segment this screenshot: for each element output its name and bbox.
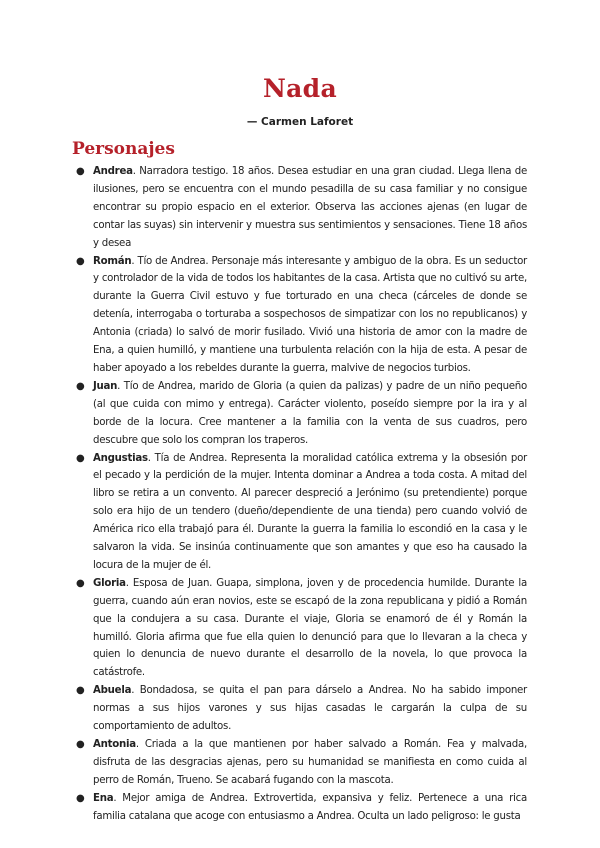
character-name: Andrea	[93, 166, 133, 177]
character-name: Abuela	[93, 685, 132, 697]
bullet-icon: ●	[76, 255, 85, 267]
list-item-angustias	[72, 450, 527, 575]
character-description: . Mejor amiga de Andrea. Extrovertida, expansiva y feliz. Pertenece a una rica familia catalana que acoge con entusiasmo a Andrea. Oculta un lado peligroso: le gusta	[93, 792, 527, 822]
character-description: . Esposa de Juan. Guapa, simplona, joven y de procedencia humilde. Durante la guerra, cuando aún eran novios, este se escapó de la zona republicana y pidió a Román que la condujera a su casa. Durante el viaje, Gloria se enamoró de él y Román la humilló. Gloria afirma que fue ella quien lo denunció para que lo llevaran a la checa y quien lo denuncia de nuevo durante el desarrollo de la novela, lo que provoca la catástrofe.	[93, 577, 527, 679]
list-item-antonia	[72, 736, 527, 790]
list-item-abuela	[72, 682, 527, 736]
list-item-ena	[72, 790, 527, 826]
character-description: . Bondadosa, se quita el pan para dárselo a Andrea. No ha sabido imponer normas a sus hijos varones y sus hijas casadas le cargarán la culpa de su comportamiento de adultos.	[93, 685, 527, 733]
character-name: Angustias	[93, 452, 148, 464]
bullet-icon: ●	[76, 380, 85, 392]
section-heading-personajes: Personajes	[72, 139, 175, 159]
bullet-icon: ●	[76, 739, 85, 750]
character-name: Juan	[93, 380, 118, 392]
character-name: Román	[93, 255, 132, 267]
bullet-icon: ●	[76, 685, 85, 697]
bullet-icon: ●	[76, 577, 85, 589]
character-list	[72, 163, 527, 826]
character-description: . Tío de Andrea. Personaje más interesante y ambiguo de la obra. Es un seductor y controlador de la vida de todos los habitantes de la casa. Artista que no cultivó su arte, durante la Guerra Civil estuvo y fue torturado en una checa (cárceles de donde se detenía, interrogaba o torturaba a sospechosos de simpatizar con los no republicanos) y Antonia (criada) lo salvó de morir fusilado. Vivió una historia de amor con la madre de Ena, a quien humilló, y mantiene una turbulenta relación con la hija de esta. A pesar de haber apoyado a los rebeldes durante la guerra, malvive de negocios turbios.	[93, 255, 527, 374]
bullet-icon: ●	[76, 452, 85, 464]
list-item-roman	[72, 253, 527, 378]
document-title: Nada	[263, 74, 337, 103]
character-description: . Tía de Andrea. Representa la moralidad católica extrema y la obsesión por el pecado y la perdición de la mujer. Intenta dominar a Andrea a toda costa. A mitad del libro se retira a un convento. Al parecer despreció a Jerónimo (su pretendiente) porque solo era hijo de un tendero (dueño/dependiente de una tienda) pero cuando volvió de América rico ella trabajó para él. Durante la guerra la familia lo escondió en la casa y le salvaron la vida. Se insinúa continuamente que son amantes y que eso ha causado la locura de la mujer de él.	[93, 452, 527, 571]
character-description: . Tío de Andrea, marido de Gloria (a quien da palizas) y padre de un niño pequeño (al que cuida con mimo y entrega). Carácter violento, poseído siempre por la ira y al borde de la locura. Cree mantener a la familia con la venta de sus cuadros, pero descubre que solo los compran los traperos.	[93, 380, 527, 446]
character-description: . Criada a la que mantienen por haber salvado a Román. Fea y malvada, disfruta de las desgracias ajenas, pero su humanidad se manifiesta en como cuida al perro de Román, Trueno. Se acabará fugando con la mascota.	[93, 739, 527, 786]
author-line: — Carmen Laforet	[246, 116, 354, 128]
bullet-icon: ●	[76, 792, 85, 804]
character-name: Ena	[93, 792, 114, 804]
character-description: . Narradora testigo. 18 años. Desea estudiar en una gran ciudad. Llega llena de ilusiones, pero se encuentra con el mundo pesadilla de su casa familiar y no consigue encontrar su propio espacio en el exterior. Observa las acciones ajenas (en lugar de contar las suyas) sin intervenir y muestra sus sentimientos y sensaciones. Tiene 18 años y desea	[93, 166, 527, 249]
bullet-icon: ●	[76, 166, 85, 177]
character-name: Gloria	[93, 577, 126, 589]
character-name: Antonia	[93, 739, 136, 750]
list-item-gloria	[72, 575, 527, 682]
list-item-juan	[72, 378, 527, 450]
list-item-andrea	[72, 163, 527, 253]
